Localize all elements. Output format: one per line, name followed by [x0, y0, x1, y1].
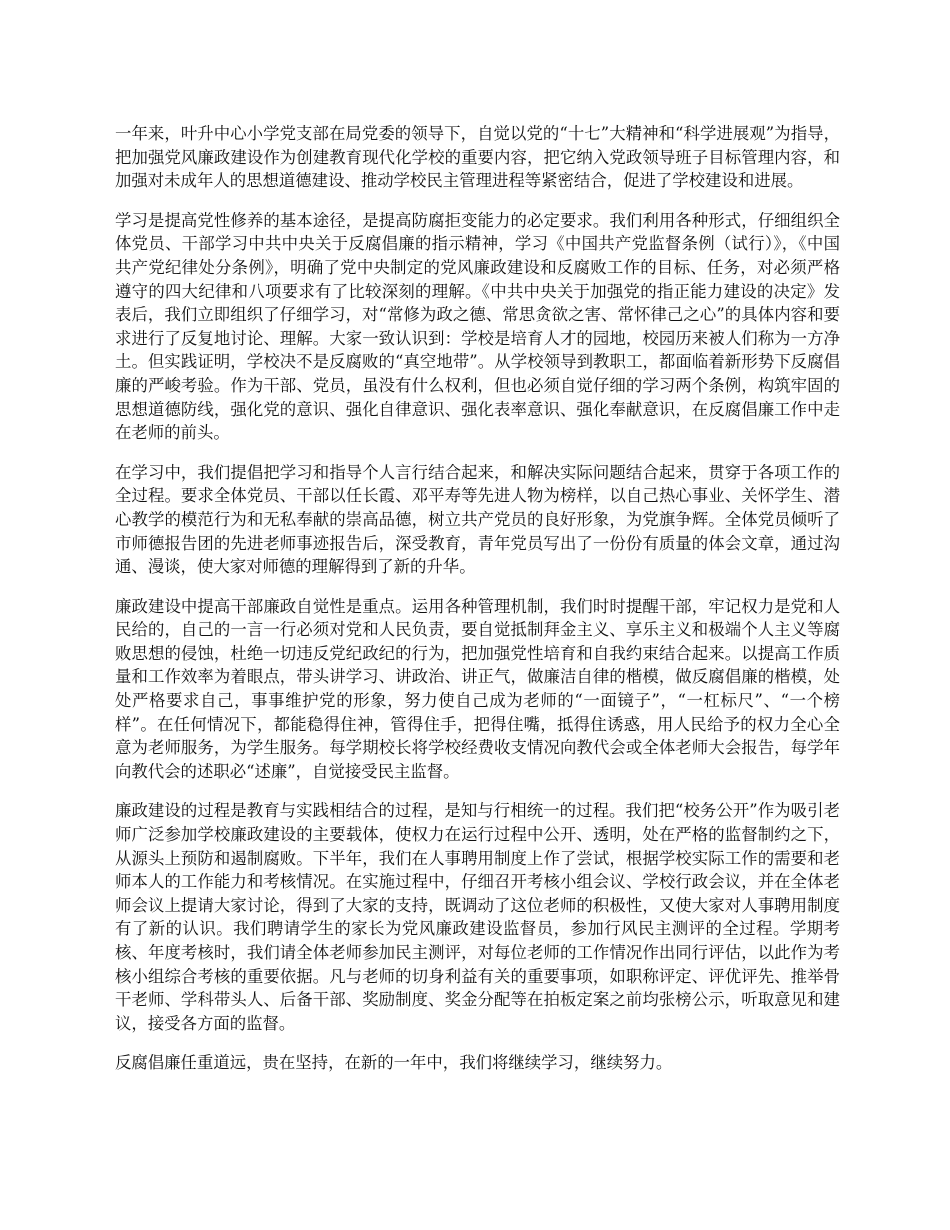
document-body: [115, 122, 840, 1091]
paragraph-cadre-integrity: 廉政建设中提高干部廉政自觉性是重点。运用各种管理机制，我们时时提醒干部，牢记权力是党和人民给的，自己的一言一行必须对党和人民负责，要自觉抵制拜金主义、享乐主义和极端个人主义等腐败思想的侵蚀，杜绝一切违反党纪政纪的行为，把加强党性培育和自我约束结合起来。以提高工作质量和工作效率为着眼点，带头讲学习、讲政治、讲正气，做廉洁自律的楷模，做反腐倡廉的楷模，处处严格要求自己，事事维护党的形象，努力使自己成为老师的“一面镜子”，“一杠标尺”、“一个榜样”。在任何情况下，都能稳得住神，管得住手，把得住嘴，抵得住诱惑，用人民给予的权力全心全意为老师服务，为学生服务。每学期校长将学校经费收支情况向教代会或全体老师大会报告，每学年向教代会的述职必“述廉”，自觉接受民主监督。: [115, 596, 840, 781]
paragraph-school-affairs: 廉政建设的过程是教育与实践相结合的过程，是知与行相统一的过程。我们把“校务公开”作为吸引老师广泛参加学校廉政建设的主要载体，使权力在运行过程中公开、透明，处在严格的监督制约之下，从源头上预防和遏制腐败。下半年，我们在人事聘用制度上作了尝试，根据学校实际工作的需要和老师本人的工作能力和考核情况。在实施过程中，仔细召开考核小组会议、学校行政会议，并在全体老师会议上提请大家讨论，得到了大家的支持，既调动了这位老师的积极性，又使大家对人事聘用制度有了新的认识。我们聘请学生的家长为党风廉政建设监督员，参加行风民主测评的全过程。学期考核、年度考核时，我们请全体老师参加民主测评，对每位老师的工作情况作出同行评估，以此作为考核小组综合考核的重要依据。凡与老师的切身利益有关的重要事项，如职称评定、评优评先、推举骨干老师、学科带头人、后备干部、奖励制度、奖金分配等在拍板定案之前均张榜公示，听取意见和建议，接受各方面的监督。: [115, 801, 840, 1033]
paragraph-practice: 在学习中，我们提倡把学习和指导个人言行结合起来，和解决实际问题结合起来，贯穿于各项工作的全过程。要求全体党员、干部以任长霞、邓平寿等先进人物为榜样，以自己热心事业、关怀学生、潜心教学的模范行为和无私奉献的崇高品德，树立共产党员的良好形象，为党旗争辉。全体党员倾听了市师德报告团的先进老师事迹报告后，深受教育，青年党员写出了一份份有质量的体会文章，通过沟通、漫谈，使大家对师德的理解得到了新的升华。: [115, 462, 840, 577]
paragraph-study: 学习是提高党性修养的基本途径，是提高防腐拒变能力的必定要求。我们利用各种形式，仔细组织全体党员、干部学习中共中央关于反腐倡廉的指示精神，学习《中国共产党监督条例（试行）》，《中国共产党纪律处分条例》，明确了党中央制定的党风廉政建设和反腐败工作的目标、任务，对必须严格遵守的四大纪律和八项要求有了比较深刻的理解。《中共中央关于加强党的指正能力建设的决定》发表后，我们立即组织了仔细学习，对“常修为政之德、常思贪欲之害、常怀律己之心”的具体内容和要求进行了反复地讨论、理解。大家一致认识到：学校是培育人才的园地，校园历来被人们称为一方净土。但实践证明，学校决不是反腐败的“真空地带”。从学校领导到教职工，都面临着新形势下反腐倡廉的严峻考验。作为干部、党员，虽没有什么权利，但也必须自觉仔细的学习两个条例，构筑牢固的思想道德防线，强化党的意识、强化自律意识、强化表率意识、强化奉献意识，在反腐倡廉工作中走在老师的前头。: [115, 210, 840, 443]
paragraph-intro: 一年来，叶升中心小学党支部在局党委的领导下，自觉以党的“十七”大精神和“科学进展观”为指导，把加强党风廉政建设作为创建教育现代化学校的重要内容，把它纳入党政领导班子目标管理内容，和加强对未成年人的思想道德建设、推动学校民主管理进程等紧密结合，促进了学校建设和进展。: [115, 124, 840, 191]
paragraph-conclusion: 反腐倡廉任重道远，贵在坚持，在新的一年中，我们将继续学习，继续努力。: [115, 1053, 673, 1073]
